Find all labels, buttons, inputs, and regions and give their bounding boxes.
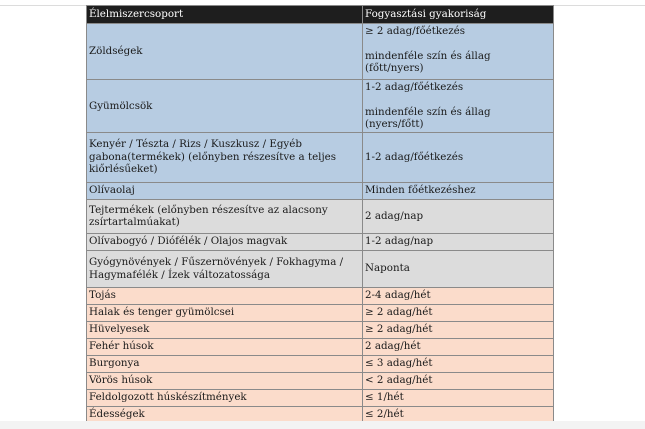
- food-group-cell: Hüvelyesek: [87, 321, 363, 338]
- frequency-cell: 2-4 adag/hét: [363, 287, 554, 304]
- bottom-fade: [0, 421, 645, 429]
- food-group-cell: Vörös húsok: [87, 372, 363, 389]
- food-group-cell: Olívabogyó / Diófélék / Olajos magvak: [87, 233, 363, 250]
- food-group-cell: Édességek: [87, 406, 363, 423]
- frequency-cell: ≤ 3 adag/hét: [363, 355, 554, 372]
- frequency-cell: ≥ 2 adag/hét: [363, 321, 554, 338]
- frequency-cell: 1-2 adag/főétkezés: [363, 132, 554, 182]
- table-row: [87, 80, 554, 133]
- header-frequency: Fogyasztási gyakoriság: [363, 6, 554, 24]
- food-group-cell: Burgonya: [87, 355, 363, 372]
- frequency-line: ≥ 2 adag/főétkezés: [365, 25, 466, 37]
- food-frequency-table: [86, 5, 554, 424]
- table-row: [87, 24, 554, 80]
- table-row: [87, 233, 554, 250]
- frequency-cell: 1-2 adag/nap: [363, 233, 554, 250]
- frequency-cell: [363, 24, 554, 80]
- frequency-cell: ≤ 2/hét: [363, 406, 554, 423]
- table-header-row: [87, 6, 554, 24]
- food-group-cell: Tojás: [87, 287, 363, 304]
- frequency-cell: [363, 80, 554, 133]
- food-group-cell: Gyógynövények / Fűszernövények / Fokhagyma / Hagymafélék / Ízek változatossága: [87, 250, 363, 287]
- frequency-cell: ≥ 2 adag/hét: [363, 304, 554, 321]
- table-row: [87, 199, 554, 233]
- table-row: [87, 182, 554, 199]
- food-group-cell: Fehér húsok: [87, 338, 363, 355]
- frequency-note: mindenféle szín és állag (nyers/főtt): [365, 105, 491, 130]
- food-group-cell: Kenyér / Tészta / Rizs / Kuszkusz / Egyéb gabona(termékek) (előnyben részesítve a teljes kiőrlésűeket): [87, 132, 363, 182]
- food-group-cell: Olívaolaj: [87, 182, 363, 199]
- frequency-cell: 2 adag/nap: [363, 199, 554, 233]
- table-row: [87, 132, 554, 182]
- table-row: [87, 304, 554, 321]
- frequency-cell: Minden főétkezéshez: [363, 182, 554, 199]
- table-row: [87, 355, 554, 372]
- frequency-note: mindenféle szín és állag (főtt/nyers): [365, 49, 491, 74]
- frequency-line: 1-2 adag/főétkezés: [365, 81, 464, 93]
- header-food-group: Élelmiszercsoport: [87, 6, 363, 24]
- table-row: [87, 372, 554, 389]
- food-group-cell: Tejtermékek (előnyben részesítve az alacsony zsírtartalmúakat): [87, 199, 363, 233]
- table-row: [87, 389, 554, 406]
- food-group-cell: Halak és tenger gyümölcsei: [87, 304, 363, 321]
- food-group-cell: Gyümölcsök: [87, 80, 363, 133]
- table-row: [87, 321, 554, 338]
- frequency-cell: ≤ 1/hét: [363, 389, 554, 406]
- table-row: [87, 287, 554, 304]
- frequency-cell: 2 adag/hét: [363, 338, 554, 355]
- food-group-cell: Zöldségek: [87, 24, 363, 80]
- frequency-cell: Naponta: [363, 250, 554, 287]
- table-row: [87, 338, 554, 355]
- frequency-cell: < 2 adag/hét: [363, 372, 554, 389]
- food-group-cell: Feldolgozott húskészítmények: [87, 389, 363, 406]
- table-row: [87, 250, 554, 287]
